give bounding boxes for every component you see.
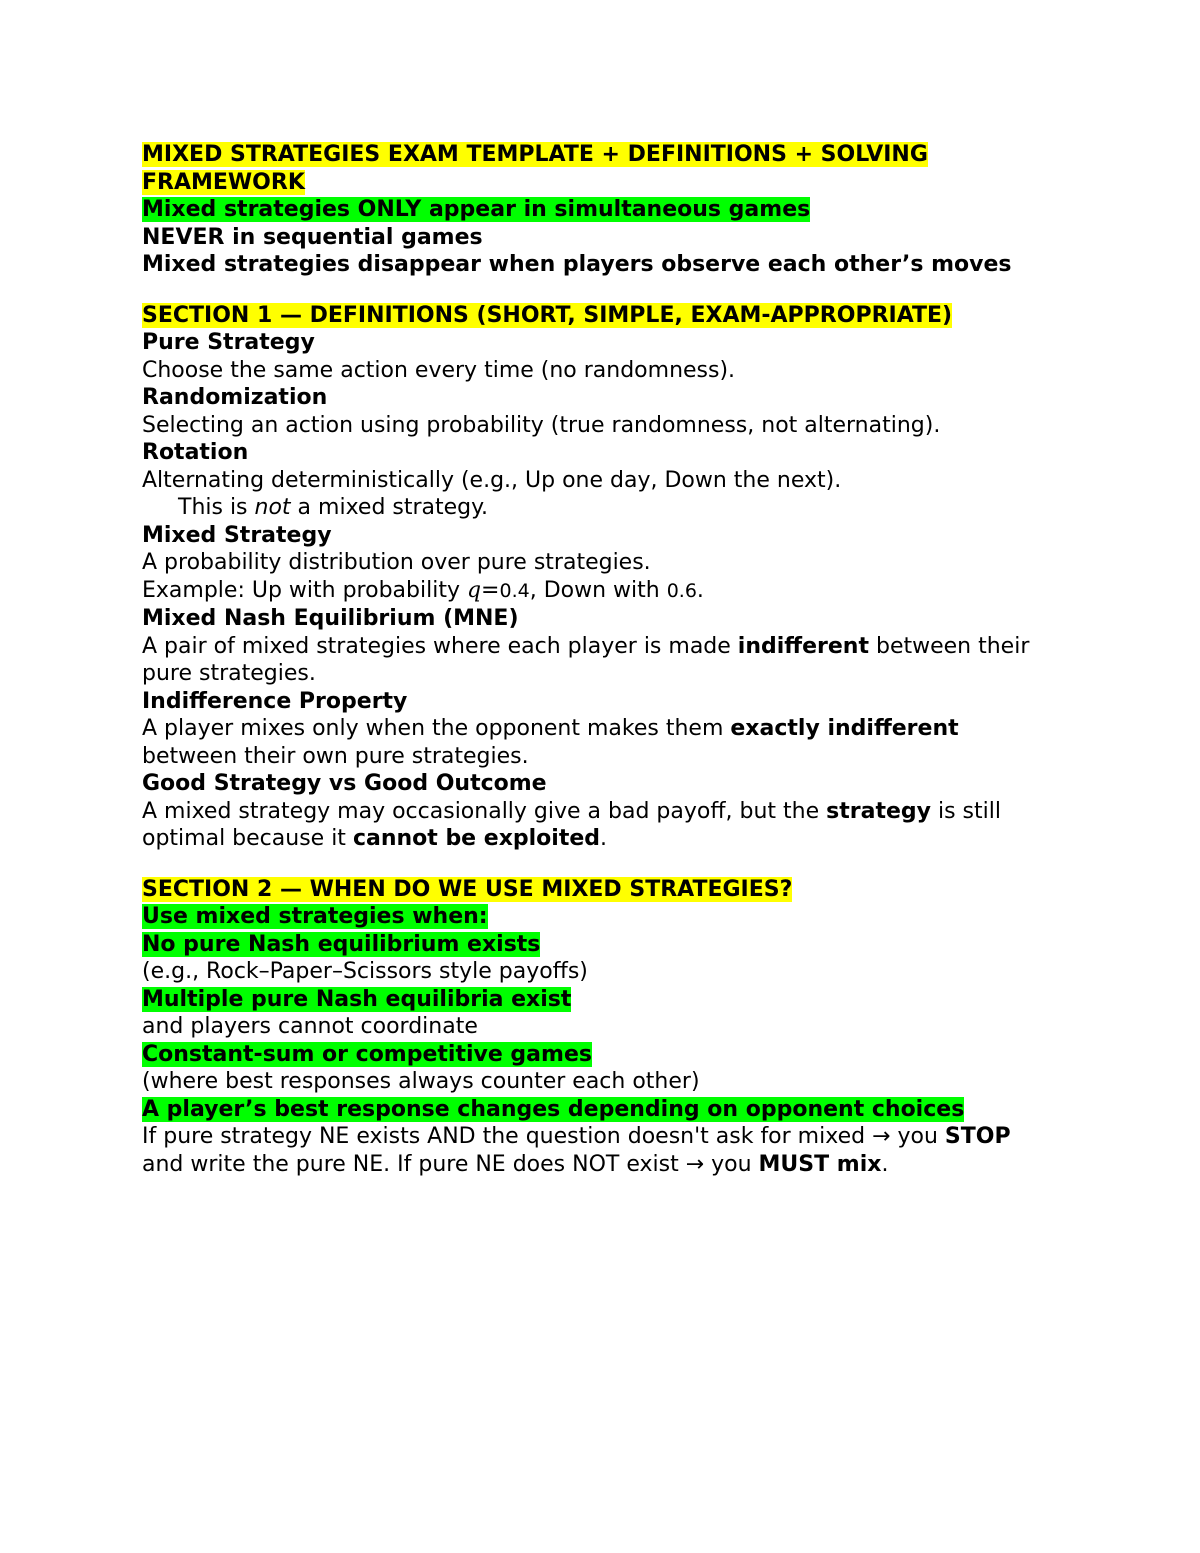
term-randomization: Randomization <box>142 385 328 410</box>
term-good-strategy: Good Strategy vs Good Outcome <box>142 771 547 796</box>
term-mixed-strategy: Mixed Strategy <box>142 522 332 548</box>
example-variable: q <box>466 577 482 603</box>
example-equals: = <box>481 577 500 603</box>
document-body <box>142 141 1042 1178</box>
section2-heading-line <box>142 876 1042 904</box>
def-mixed-strategy: A probability distribution over pure strategies. <box>142 550 651 575</box>
mixed-strategy-example <box>142 577 1042 606</box>
def-good-pre: A mixed strategy may occasionally give a bad payoff, but the <box>142 798 827 824</box>
def-pure-strategy: Choose the same action every time (no randomness). <box>142 357 736 383</box>
final-rule-b: and write the pure NE. If pure NE does NOT exist → you <box>142 1151 759 1177</box>
def-good-bold-strategy: strategy <box>826 798 931 824</box>
item-constant-sum: Constant-sum or competitive games <box>142 1041 592 1067</box>
def-mne-post: between their pure strategies. <box>142 633 1030 686</box>
rotation-note-pre: This is <box>178 495 255 520</box>
use-when-line <box>142 903 1042 931</box>
disappear-note: Mixed strategies disappear when players observe each other’s moves <box>142 252 1012 277</box>
item-no-pure-ne: No pure Nash equilibrium exists <box>142 931 541 957</box>
rotation-note-post: a mixed strategy. <box>290 495 489 520</box>
def-good-mid: is still optimal because it <box>142 798 1001 851</box>
item2-line <box>142 986 1042 1014</box>
spacer <box>142 279 1042 302</box>
def-mne-pre: A pair of mixed strategies where each player is made <box>142 633 738 659</box>
example-text-mid: , Down with <box>529 577 667 603</box>
note-line <box>142 196 1042 224</box>
def-good-strategy <box>142 798 1042 853</box>
def-good-bold-exploited: cannot be exploited <box>352 826 601 851</box>
term-mne: Mixed Nash Equilibrium (MNE) <box>142 606 519 631</box>
def-mne <box>142 633 1042 688</box>
item-constant-sum-note: (where best responses always counter each other) <box>142 1069 700 1094</box>
term-indifference-property: Indifference Property <box>142 688 408 714</box>
rotation-note <box>142 494 1042 522</box>
def-indifference-property <box>142 715 1042 770</box>
item1-line <box>142 931 1042 959</box>
final-rule <box>142 1123 1042 1178</box>
item-best-response-changes: A player’s best response changes depending on opponent choices <box>142 1096 965 1122</box>
example-value-down: 0.6 <box>666 579 697 602</box>
def-indifference-bold: exactly indifferent <box>730 716 959 741</box>
def-mne-bold: indifferent <box>737 633 869 659</box>
def-good-end: . <box>600 826 608 851</box>
final-rule-stop: STOP <box>944 1124 1011 1149</box>
term-rotation: Rotation <box>142 440 249 465</box>
never-sequential-note: NEVER in sequential games <box>142 224 483 250</box>
item-multiple-pure-ne-note: and players cannot coordinate <box>142 1014 478 1039</box>
example-text-pre: Example: Up with probability <box>142 577 467 603</box>
def-indifference-pre: A player mixes only when the opponent makes them <box>142 716 731 741</box>
def-randomization: Selecting an action using probability (true randomness, not alternating). <box>142 412 941 438</box>
def-indifference-post: between their own pure strategies. <box>142 743 529 769</box>
use-when: Use mixed strategies when: <box>142 904 488 929</box>
spacer <box>142 853 1042 876</box>
doc-title-line <box>142 141 1042 196</box>
def-rotation: Alternating deterministically (e.g., Up one day, Down the next). <box>142 467 842 493</box>
item-multiple-pure-ne: Multiple pure Nash equilibria exist <box>142 986 572 1012</box>
doc-title: MIXED STRATEGIES EXAM TEMPLATE + DEFINITIONS + SOLVING FRAMEWORK <box>142 142 928 195</box>
final-rule-a: If pure strategy NE exists AND the question doesn't ask for mixed → you <box>142 1124 945 1149</box>
section2-heading: SECTION 2 — WHEN DO WE USE MIXED STRATEGIES? <box>142 876 793 902</box>
term-pure-strategy: Pure Strategy <box>142 330 315 355</box>
section1-heading-line <box>142 302 1042 330</box>
item3-line <box>142 1041 1042 1069</box>
rotation-note-emphasis: not <box>254 495 291 520</box>
simultaneous-note: Mixed strategies ONLY appear in simultaneous games <box>142 197 811 222</box>
item4-line <box>142 1096 1042 1124</box>
section1-heading: SECTION 1 — DEFINITIONS (SHORT, SIMPLE, EXAM-APPROPRIATE) <box>142 302 953 328</box>
item-no-pure-ne-note: (e.g., Rock–Paper–Scissors style payoffs) <box>142 959 588 984</box>
final-rule-end: . <box>881 1151 889 1177</box>
final-rule-must-mix: MUST mix <box>758 1151 882 1177</box>
example-text-end: . <box>696 577 704 603</box>
example-value-up: 0.4 <box>499 579 530 602</box>
